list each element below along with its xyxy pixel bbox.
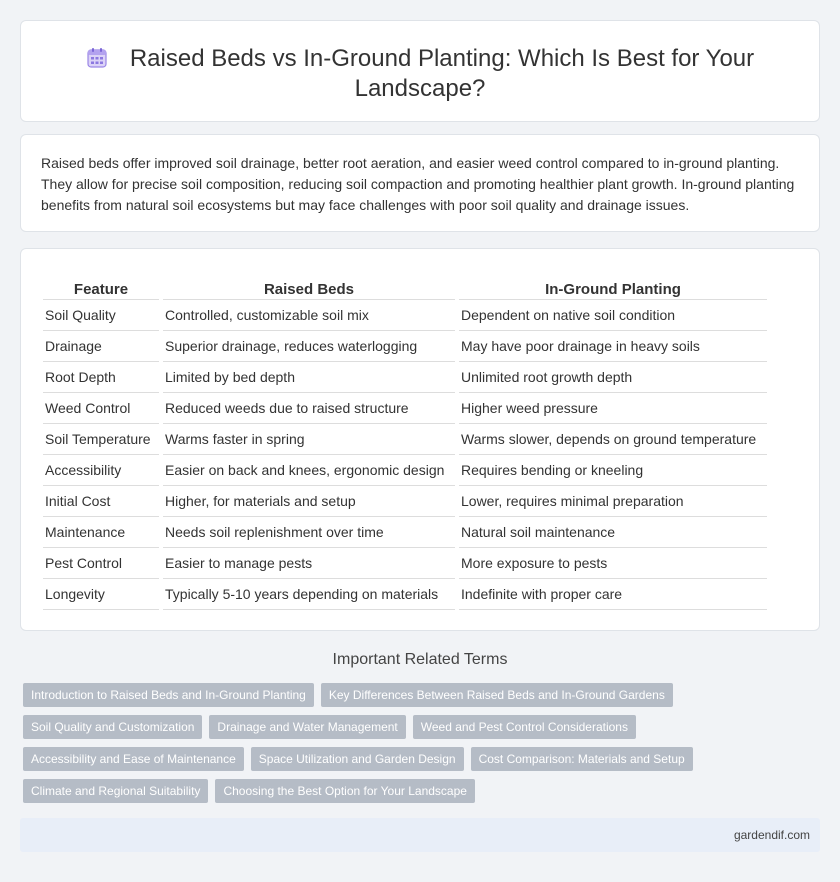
title-text: Raised Beds vs In-Ground Planting: Which Is Best for Your Landscape? [129,45,755,102]
comparison-table-card [20,248,820,631]
cell-in-ground: Dependent on native soil condition [459,300,767,331]
cell-raised: Easier to manage pests [163,548,455,579]
cell-in-ground: Warms slower, depends on ground temperature [459,424,767,455]
cell-in-ground: Higher weed pressure [459,393,767,424]
cell-in-ground: Unlimited root growth depth [459,362,767,393]
table-row [43,517,767,548]
cell-raised: Needs soil replenishment over time [163,517,455,548]
table-row [43,579,767,610]
table-row [43,548,767,579]
cell-in-ground: Natural soil maintenance [459,517,767,548]
cell-in-ground: Indefinite with proper care [459,579,767,610]
intro-text: Raised beds offer improved soil drainage, better root aeration, and easier weed control compared to in-ground planting. They allow for precise soil composition, reducing soil compaction and promoting healthier plant growth. In-ground planting benefits from natural soil ecosystems but may face challenges with poor soil quality and drainage issues. [41,155,795,213]
cell-raised: Easier on back and knees, ergonomic design [163,455,455,486]
site-credit[interactable]: gardendif.com [733,828,810,842]
tag-row [23,683,723,707]
table-row [43,424,767,455]
related-term-tag[interactable]: Drainage and Water Management [209,715,405,739]
related-term-tag[interactable]: Climate and Regional Suitability [23,779,208,803]
intro-card [20,134,820,232]
cell-feature: Soil Quality [43,300,159,331]
tag-row [23,715,723,739]
related-term-tag[interactable]: Accessibility and Ease of Maintenance [23,747,244,771]
tag-row [23,747,723,771]
cell-in-ground: Requires bending or kneeling [459,455,767,486]
related-terms-tags [23,683,723,811]
cell-raised: Superior drainage, reduces waterlogging [163,331,455,362]
related-term-tag[interactable]: Space Utilization and Garden Design [251,747,464,771]
title-card [20,20,820,122]
table-row [43,331,767,362]
table-row [43,455,767,486]
cell-feature: Drainage [43,331,159,362]
cell-feature: Accessibility [43,455,159,486]
table-header-row [43,276,767,300]
related-term-tag[interactable]: Choosing the Best Option for Your Landscape [215,779,475,803]
table-row [43,300,767,331]
related-term-tag[interactable]: Cost Comparison: Materials and Setup [471,747,693,771]
cell-feature: Maintenance [43,517,159,548]
cell-raised: Limited by bed depth [163,362,455,393]
related-term-tag[interactable]: Key Differences Between Raised Beds and In-Ground Gardens [321,683,673,707]
cell-raised: Reduced weeds due to raised structure [163,393,455,424]
footer [20,818,820,852]
cell-feature: Longevity [43,579,159,610]
related-term-tag[interactable]: Weed and Pest Control Considerations [413,715,636,739]
table-row [43,393,767,424]
cell-feature: Weed Control [43,393,159,424]
cell-in-ground: More exposure to pests [459,548,767,579]
comparison-table [39,276,771,610]
cell-in-ground: Lower, requires minimal preparation [459,486,767,517]
header-feature: Feature [43,276,159,300]
related-term-tag[interactable]: Introduction to Raised Beds and In-Ground Planting [23,683,314,707]
table-row [43,486,767,517]
cell-raised: Warms faster in spring [163,424,455,455]
calendar-icon [86,47,108,69]
cell-feature: Pest Control [43,548,159,579]
cell-feature: Root Depth [43,362,159,393]
tag-row [23,779,723,803]
page-title [21,44,819,104]
header-raised-beds: Raised Beds [163,276,455,300]
cell-in-ground: May have poor drainage in heavy soils [459,331,767,362]
cell-feature: Soil Temperature [43,424,159,455]
related-term-tag[interactable]: Soil Quality and Customization [23,715,202,739]
cell-raised: Higher, for materials and setup [163,486,455,517]
related-terms-title: Important Related Terms [332,651,508,668]
cell-feature: Initial Cost [43,486,159,517]
table-row [43,362,767,393]
cell-raised: Typically 5-10 years depending on materials [163,579,455,610]
header-in-ground: In-Ground Planting [459,276,767,300]
cell-raised: Controlled, customizable soil mix [163,300,455,331]
